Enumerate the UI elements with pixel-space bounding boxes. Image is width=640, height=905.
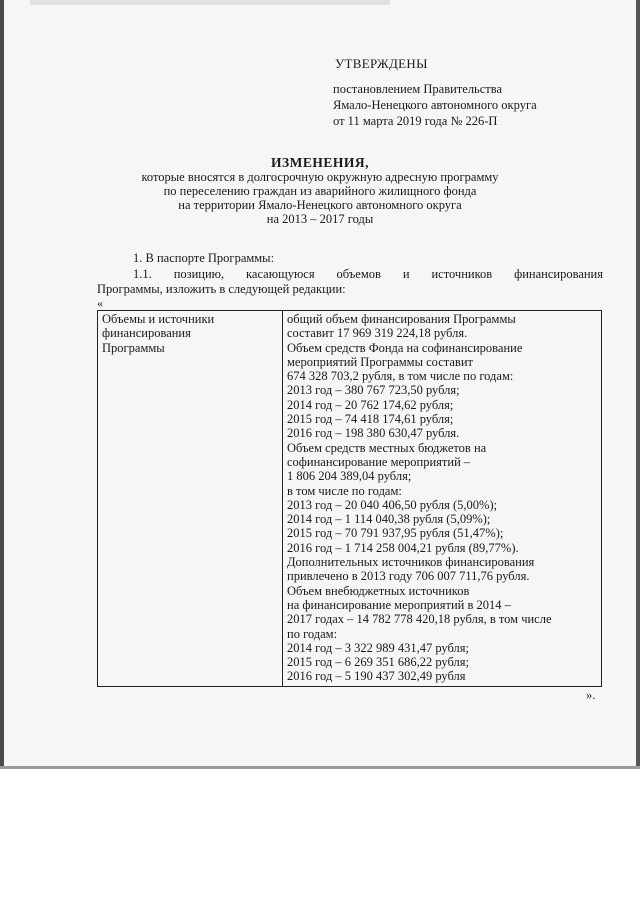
scan-edge-right [636,0,640,768]
table-cell-label [98,311,283,687]
content-line: Объем внебюджетных источников [287,583,470,598]
content-line: Дополнительных источников финансирования [287,555,535,570]
content-line: 2016 год – 198 380 630,47 рубля. [287,426,460,441]
paragraph-1: 1. В паспорте Программы: [133,251,275,265]
financing-table [97,310,602,687]
document-title: ИЗМЕНЕНИЯ, [270,155,369,170]
content-line: 2014 год – 20 762 174,62 рубля; [287,397,454,412]
approval-line: Ямало-Ненецкого автономного округа [333,98,537,112]
content-line: 2015 год – 6 269 351 686,22 рубля; [287,655,469,670]
content-line: 1 806 204 389,04 рубля; [287,469,412,484]
scan-edge-left [0,0,4,768]
closing-quote: ». [586,688,596,702]
content-line: на финансирование мероприятий в 2014 – [287,597,511,612]
content-line: 2014 год – 3 322 989 431,47 рубля; [287,640,469,655]
content-line: 2014 год – 1 114 040,38 рубля (5,09%); [287,512,491,527]
content-line: в том числе по годам: [287,483,402,498]
content-line: по годам: [287,626,338,641]
content-line: общий объем финансирования Программы [287,312,516,326]
table-cell-content [283,311,602,687]
content-line: 2016 год – 1 714 258 004,21 рубля (89,77%). [287,540,519,555]
subtitle-line: на территории Ямало-Ненецкого автономного округа [178,198,462,212]
scan-bottom-edge [0,766,640,769]
document-subtitle [0,170,640,226]
table-row [98,311,602,687]
subtitle-line: на 2013 – 2017 годы [266,212,374,226]
content-line: 2013 год – 20 040 406,50 рубля (5,00%); [287,497,498,512]
content-line: 2013 год – 380 767 723,50 рубля; [287,383,460,398]
paragraph-1-1-line-2: Программы, изложить в следующей редакции: [97,282,346,296]
content-line: софинансирование мероприятий – [287,454,471,469]
content-line: составит 17 969 319 224,18 рубля. [287,326,468,341]
label-line: финансирования [102,326,191,341]
content-line: Объем средств местных бюджетов на [287,440,487,455]
opening-quote: « [97,296,103,310]
content-line: 2016 год – 5 190 437 302,49 рубля [287,669,466,684]
content-line: мероприятий Программы составит [287,354,473,369]
approval-block [333,82,537,130]
scan-top-shadow [30,0,390,5]
approval-line: постановлением Правительства [333,82,503,96]
content-line: 674 328 703,2 рубля, в том числе по годам: [287,369,514,384]
content-line: Объем средств Фонда на софинансирование [287,340,523,355]
content-line: 2015 год – 70 791 937,95 рубля (51,47%); [287,526,504,541]
paragraph-1-1-line-1: 1.1. позицию, касающуюся объемов и источников финансирования [133,267,603,281]
label-line: Объемы и источники [102,312,215,326]
subtitle-line: которые вносятся в долгосрочную окружную адресную программу [141,170,499,184]
content-line: привлечено в 2013 году 706 007 711,76 рубля. [287,569,530,584]
subtitle-line: по переселению граждан из аварийного жилищного фонда [163,184,477,198]
content-line: 2015 год – 74 418 174,61 рубля; [287,412,454,427]
content-line: 2017 годах – 14 782 778 420,18 рубля, в том числе [287,612,552,627]
approval-line: от 11 марта 2019 года № 226-П [333,114,498,128]
label-line: Программы [102,340,165,355]
approval-heading: УТВЕРЖДЕНЫ [335,56,428,71]
